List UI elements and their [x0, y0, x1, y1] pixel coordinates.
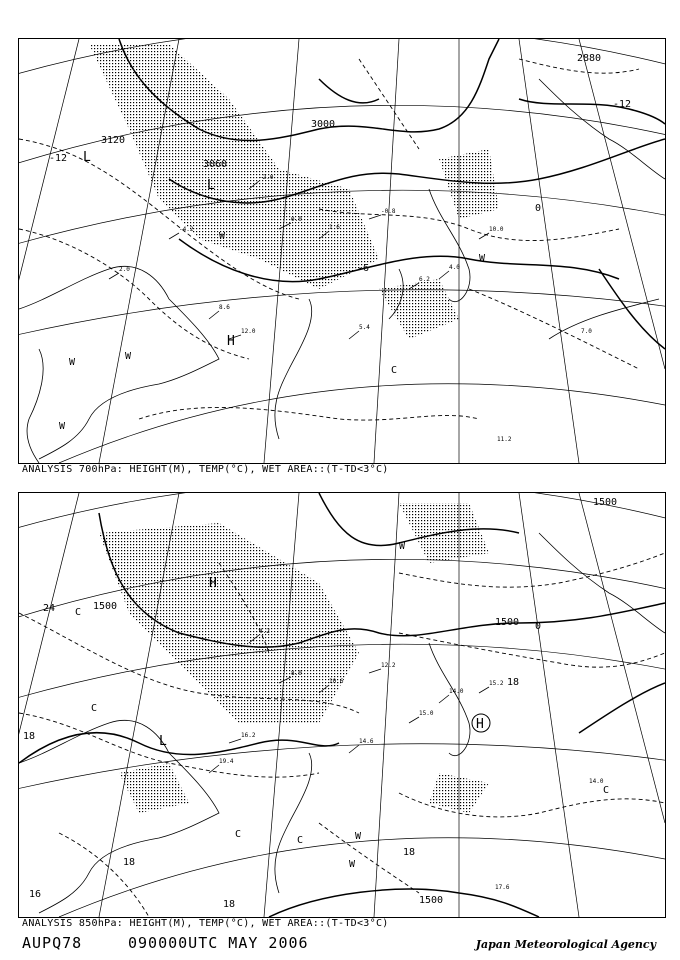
svg-text:8.6: 8.6 — [219, 304, 230, 311]
svg-text:11.2: 11.2 — [497, 436, 512, 443]
cold-marker: C — [91, 703, 98, 714]
svg-text:2.0: 2.0 — [119, 266, 130, 273]
svg-text:10.0: 10.0 — [489, 226, 504, 233]
map-700hpa — [18, 38, 666, 464]
coastline — [19, 533, 665, 913]
temp-label: -6 — [357, 263, 370, 274]
svg-text:-0.8: -0.8 — [381, 208, 396, 215]
svg-text:12.2: 12.2 — [381, 662, 396, 669]
temp-label: 18 — [23, 731, 36, 742]
svg-text:-2.0: -2.0 — [259, 174, 274, 181]
height-label: 1500 — [419, 895, 444, 906]
warm-marker: W — [59, 421, 66, 432]
svg-text:4.0: 4.0 — [449, 264, 460, 271]
bulletin-id: AUPQ78 — [22, 934, 83, 952]
temp-label: 24 — [43, 603, 56, 614]
low-center: L — [159, 734, 167, 749]
svg-text:1.6: 1.6 — [329, 224, 340, 231]
height-label: 3120 — [101, 135, 126, 146]
temp-label: 18 — [123, 857, 136, 868]
temp-label: -12 — [49, 153, 68, 164]
svg-text:-4.2: -4.2 — [179, 226, 194, 233]
temp-label: 18 — [223, 899, 236, 910]
svg-text:19.4: 19.4 — [219, 758, 234, 765]
agency-credit: Japan Meteorological Agency — [475, 938, 656, 951]
svg-text:14.0: 14.0 — [589, 778, 604, 785]
svg-text:4.2: 4.2 — [259, 628, 270, 635]
warm-marker: W — [69, 357, 76, 368]
temp-label: 18 — [403, 847, 416, 858]
cold-marker: C — [75, 607, 82, 618]
svg-text:17.6: 17.6 — [495, 884, 510, 891]
temp-label: 0 — [535, 621, 542, 632]
svg-text:12.0: 12.0 — [241, 328, 256, 335]
low-center: L — [207, 178, 215, 193]
svg-text:5.4: 5.4 — [359, 324, 370, 331]
height-label: 1500 — [495, 617, 520, 628]
cold-marker: C — [603, 785, 610, 796]
map-850hpa — [18, 492, 666, 918]
high-center: H — [227, 334, 235, 349]
warm-marker: W — [479, 253, 486, 264]
svg-text:15.2: 15.2 — [489, 680, 504, 687]
height-label: 1500 — [93, 601, 118, 612]
temp-label: -12 — [613, 99, 632, 110]
caption-850hpa: ANALYSIS 850hPa: HEIGHT(M), TEMP(°C), WET AREA::(T-TD<3°C) — [22, 918, 389, 929]
svg-text:15.0: 15.0 — [419, 710, 434, 717]
warm-marker: W — [219, 231, 226, 242]
map-700hpa-chart — [19, 39, 665, 463]
height-label: 3060 — [203, 159, 228, 170]
warm-marker: W — [355, 831, 362, 842]
issue-time: 090000UTC MAY 2006 — [128, 934, 309, 952]
caption-700hpa: ANALYSIS 700hPa: HEIGHT(M), TEMP(°C), WET AREA::(T-TD<3°C) — [22, 464, 389, 475]
svg-text:14.0: 14.0 — [449, 688, 464, 695]
map-850hpa-chart — [19, 493, 665, 917]
svg-text:8.0: 8.0 — [291, 670, 302, 677]
svg-text:10.6: 10.6 — [329, 678, 344, 685]
svg-text:0.0: 0.0 — [291, 216, 302, 223]
svg-text:7.0: 7.0 — [581, 328, 592, 335]
high-center: H — [209, 576, 217, 591]
svg-text:16.2: 16.2 — [241, 732, 256, 739]
svg-text:14.6: 14.6 — [359, 738, 374, 745]
height-label: 3000 — [311, 119, 336, 130]
low-center: L — [83, 150, 91, 165]
warm-marker: C — [391, 365, 398, 376]
svg-text:6.2: 6.2 — [419, 276, 430, 283]
warm-marker: W — [349, 859, 356, 870]
height-label: 2880 — [577, 53, 602, 64]
temp-label: 0 — [535, 203, 542, 214]
temp-label: 18 — [507, 677, 520, 688]
cold-marker: W — [125, 351, 132, 362]
high-center: H — [476, 717, 484, 732]
temp-label: 16 — [29, 889, 42, 900]
cold-marker: C — [297, 835, 304, 846]
cold-marker: C — [235, 829, 242, 840]
height-label: 1500 — [593, 497, 618, 508]
warm-marker: W — [399, 541, 406, 552]
